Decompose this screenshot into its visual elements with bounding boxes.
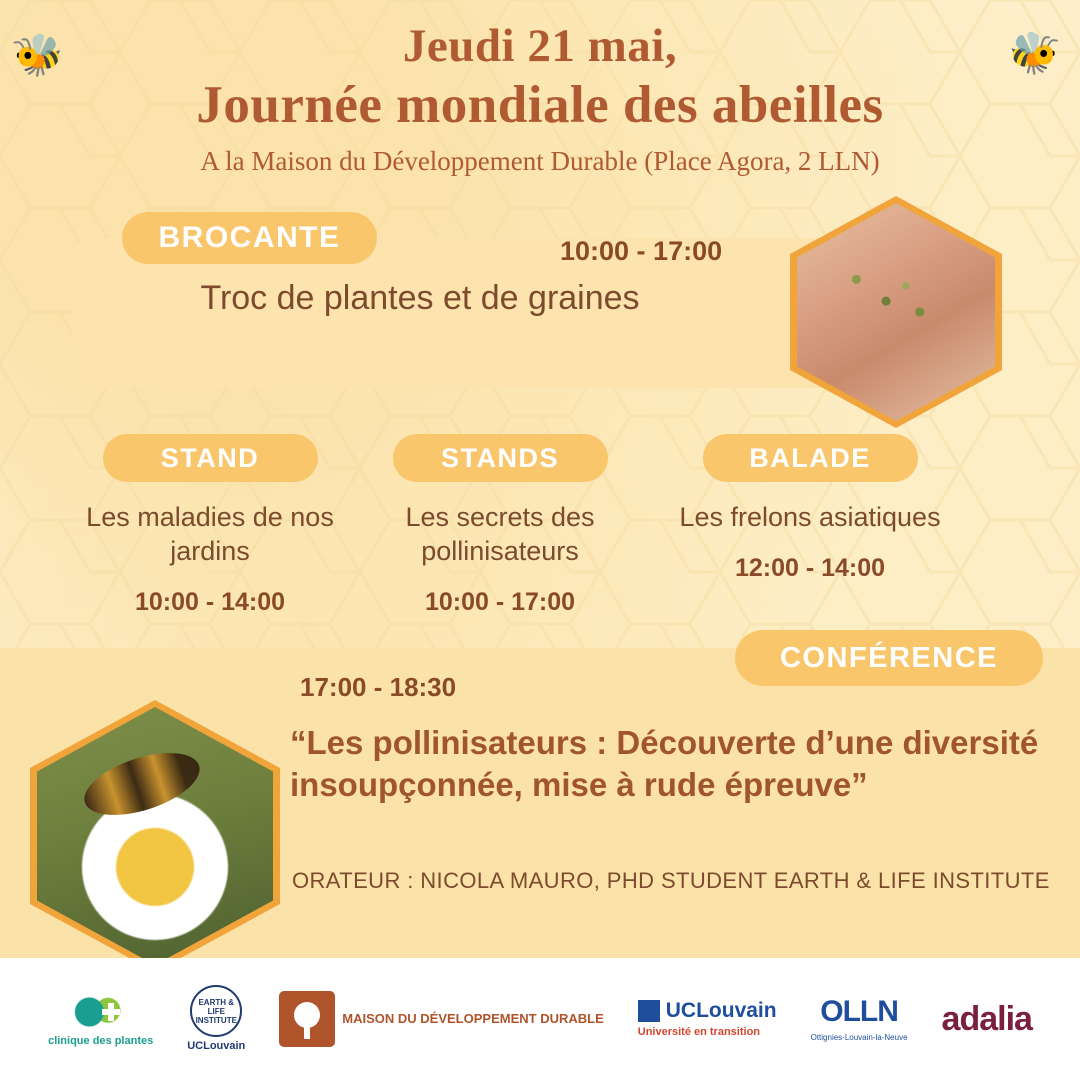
activity-time: 12:00 - 14:00 — [734, 554, 886, 582]
tree-icon — [279, 991, 335, 1047]
activity-description: Les maladies de nos jardins — [86, 502, 334, 566]
logo-adalia — [942, 1000, 1032, 1039]
logo-uclouvain — [638, 999, 777, 1039]
plus-icon — [102, 1003, 120, 1021]
badge-balade: BALADE — [703, 434, 918, 482]
seeds-photo-inner — [797, 203, 995, 421]
activity-description: Les secrets des pollinisateurs — [405, 502, 595, 566]
bee-icon: 🐝 — [1004, 27, 1062, 81]
logo-sublabel: UCLouvain — [187, 1040, 246, 1052]
brocante-description: Troc de plantes et de graines — [200, 279, 640, 317]
conference-time: 17:00 - 18:30 — [300, 672, 457, 702]
logo-olln — [811, 995, 908, 1044]
activity-column-stand — [60, 434, 360, 617]
badge-stand: STAND — [103, 434, 318, 482]
activity-description: Les frelons asiatiques — [679, 502, 941, 532]
uclouvain-wordmark — [638, 999, 777, 1023]
tree-trunk-icon — [304, 1025, 310, 1039]
title-line-2: Journée mondiale des abeilles — [196, 76, 884, 134]
conference-title: “Les pollinisateurs : Découverte d’une diversité insoupçonnée, mise à rude épreuve” — [290, 724, 1039, 803]
logo-label: MAISON DU DÉVELOPPEMENT DURABLE — [342, 1011, 604, 1026]
logo-maison-developpement-durable — [279, 991, 603, 1047]
logo-sublabel: Université en transition — [637, 1026, 761, 1038]
brocante-time: 10:00 - 17:00 — [560, 236, 723, 266]
eli-seal-icon: EARTH & LIFE INSTITUTE — [190, 985, 242, 1037]
seeds-image — [797, 203, 995, 421]
bee-photo-inner — [37, 707, 273, 965]
activity-column-stands — [350, 434, 650, 617]
venue-subtitle: A la Maison du Développement Durable (Place Agora, 2 LLN) — [200, 146, 880, 176]
title-line-1: Jeudi 21 mai, — [402, 20, 678, 72]
logo-earth-life-institute — [187, 985, 245, 1053]
footer-logos — [0, 958, 1080, 1080]
badge-conference: CONFÉRENCE — [735, 630, 1043, 686]
logo-label: clinique des plantes — [48, 1034, 154, 1047]
bee-icon: 🐝 — [10, 29, 68, 83]
poster-header — [0, 18, 1080, 177]
bee-body-shape — [77, 741, 207, 828]
bee-image — [37, 707, 273, 965]
logo-label: UCLouvain — [665, 999, 777, 1022]
logo-clinique-des-plantes — [48, 991, 153, 1048]
logo-sublabel: Ottignies-Louvain-la-Neuve — [810, 1032, 908, 1042]
uclouvain-square-icon — [638, 1000, 660, 1022]
olln-wordmark-icon: OLLN — [820, 994, 898, 1028]
conference-speaker: ORATEUR : NICOLA MAURO, PHD STUDENT EARTH & LIFE INSTITUTE — [292, 868, 1050, 893]
clinique-mark-icon — [72, 991, 130, 1033]
activity-time: 10:00 - 14:00 — [134, 588, 286, 616]
activity-time: 10:00 - 17:00 — [424, 588, 576, 616]
badge-stands: STANDS — [393, 434, 608, 482]
logo-label: adalia — [941, 999, 1032, 1038]
activity-column-balade — [660, 434, 960, 583]
badge-brocante: BROCANTE — [122, 212, 377, 264]
